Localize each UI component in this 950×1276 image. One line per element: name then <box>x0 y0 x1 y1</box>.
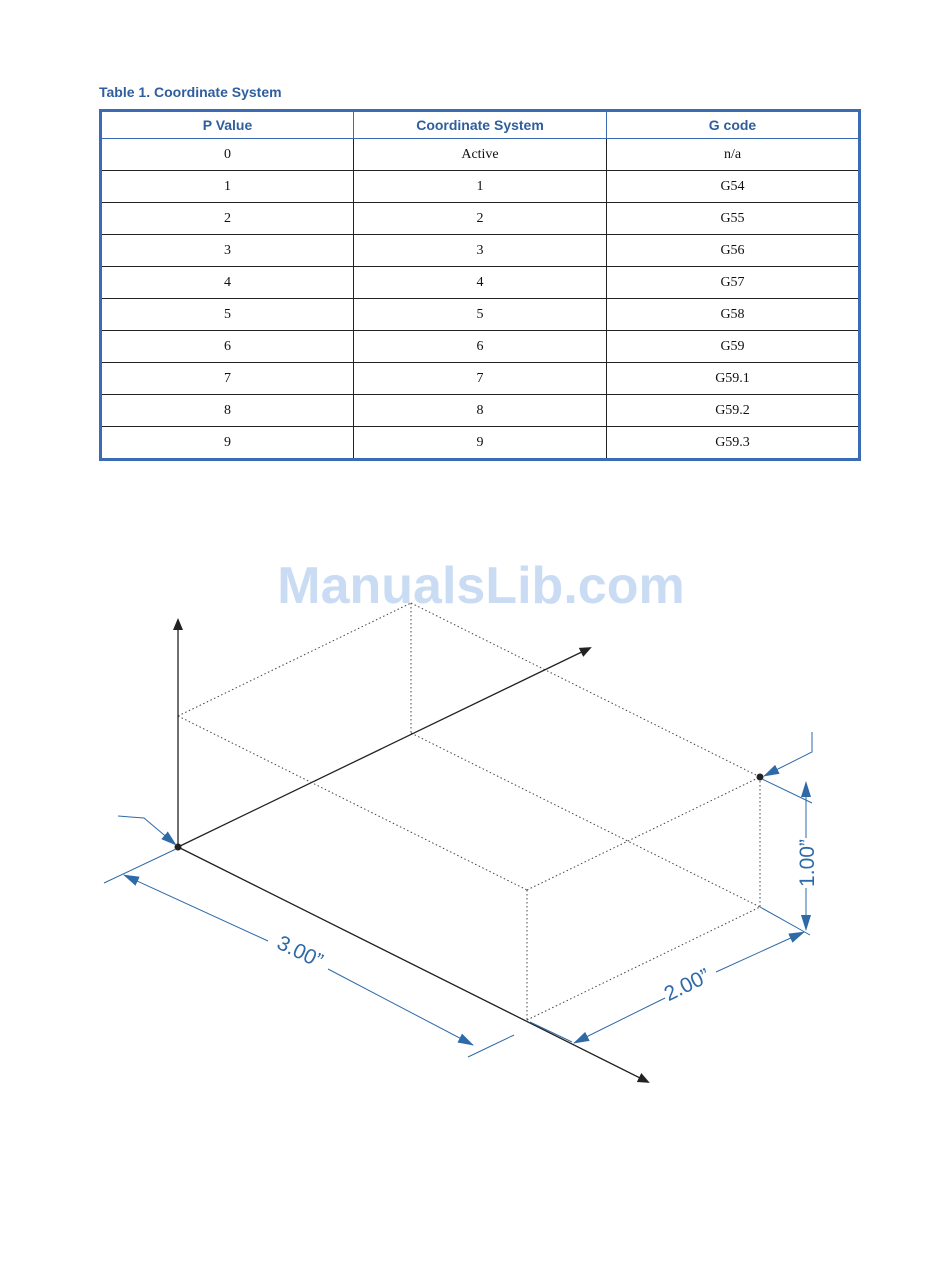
column-header-p-value: P Value <box>101 111 354 139</box>
box-dotted-edges <box>178 603 760 1020</box>
cell-coordinate-system: 6 <box>354 331 607 363</box>
cell-p-value: 1 <box>101 171 354 203</box>
cell-p-value: 9 <box>101 427 354 460</box>
height-dimension-label: 1.00” <box>796 839 819 887</box>
x-axis-arrow <box>178 847 648 1082</box>
cell-coordinate-system: 2 <box>354 203 607 235</box>
dimension-lines <box>104 779 812 1057</box>
width-dimension-label: 2.00” <box>660 964 714 1006</box>
cell-g-code: G59.3 <box>607 427 860 460</box>
cell-coordinate-system: 8 <box>354 395 607 427</box>
cell-g-code: G59.2 <box>607 395 860 427</box>
cell-coordinate-system: 9 <box>354 427 607 460</box>
width-dim-line-b <box>716 932 804 972</box>
coordinate-axes <box>178 620 648 1082</box>
length-dim-line-b <box>328 969 473 1045</box>
cell-g-code: G59.1 <box>607 363 860 395</box>
cell-p-value: 4 <box>101 267 354 299</box>
width-dim-line-a <box>574 998 665 1043</box>
cell-p-value: 0 <box>101 139 354 171</box>
table-caption: Table 1. Coordinate System <box>99 84 282 100</box>
cell-coordinate-system: 5 <box>354 299 607 331</box>
length-dim-line-a <box>124 875 268 941</box>
cell-g-code: G55 <box>607 203 860 235</box>
cell-p-value: 3 <box>101 235 354 267</box>
cell-coordinate-system: 3 <box>354 235 607 267</box>
cell-g-code: n/a <box>607 139 860 171</box>
origin-leader <box>118 816 176 845</box>
cell-p-value: 8 <box>101 395 354 427</box>
cell-coordinate-system: Active <box>354 139 607 171</box>
cell-g-code: G59 <box>607 331 860 363</box>
leader-lines <box>118 732 812 845</box>
column-header-g-code: G code <box>607 111 860 139</box>
cell-g-code: G56 <box>607 235 860 267</box>
cell-p-value: 2 <box>101 203 354 235</box>
column-header-coordinate-system: Coordinate System <box>354 111 607 139</box>
y-axis-arrow <box>178 648 590 847</box>
watermark: ManualsLib.com <box>277 557 685 615</box>
cell-p-value: 5 <box>101 299 354 331</box>
cell-coordinate-system: 1 <box>354 171 607 203</box>
corner-leader <box>764 732 812 776</box>
cell-p-value: 7 <box>101 363 354 395</box>
cell-g-code: G54 <box>607 171 860 203</box>
cell-g-code: G58 <box>607 299 860 331</box>
cell-p-value: 6 <box>101 331 354 363</box>
cell-coordinate-system: 7 <box>354 363 607 395</box>
cell-coordinate-system: 4 <box>354 267 607 299</box>
length-dimension-label: 3.00” <box>273 931 327 973</box>
cell-g-code: G57 <box>607 267 860 299</box>
